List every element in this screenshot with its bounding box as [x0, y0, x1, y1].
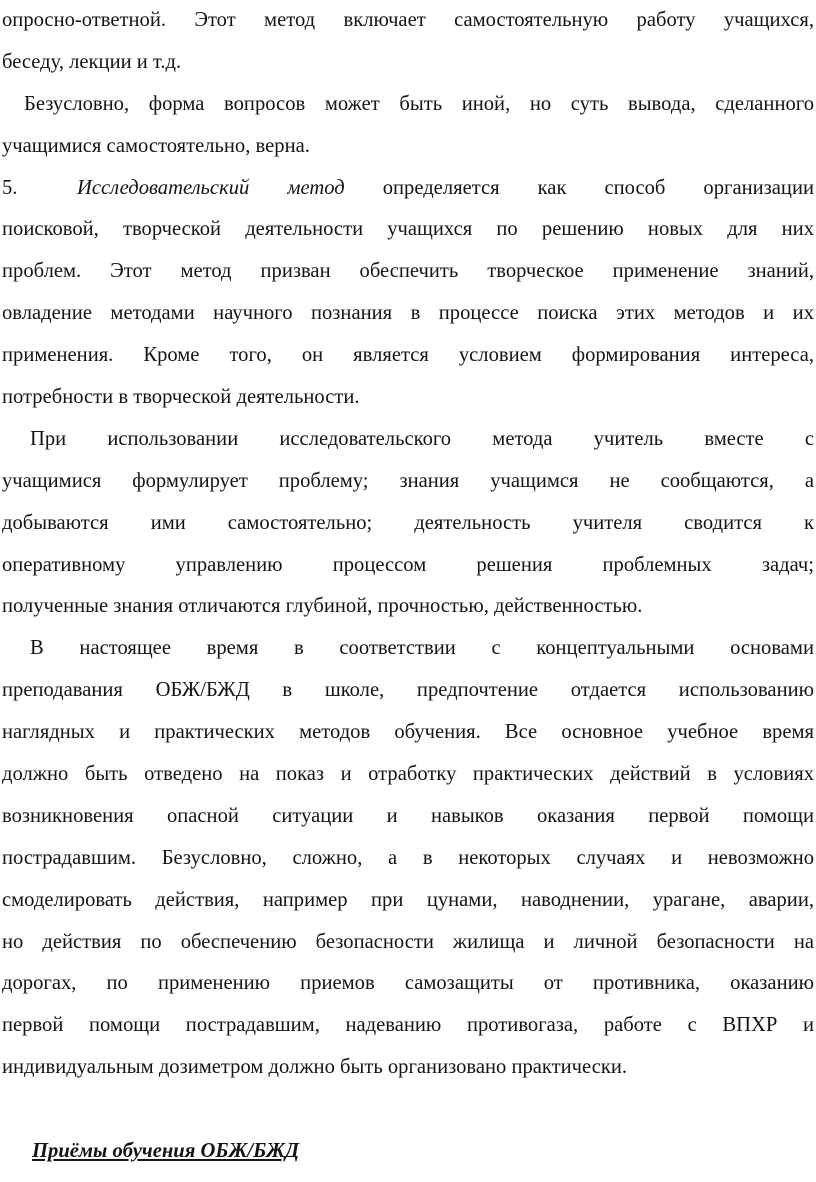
section-heading: [2, 1131, 814, 1173]
text-line: добываются ими самостоятельно; деятельность учителя сводится к: [2, 511, 814, 534]
text-line: должно быть отведено на показ и отработку практических действий в условиях: [2, 763, 814, 786]
text-line: проблем. Этот метод призван обеспечить творческое применение знаний,: [2, 260, 814, 283]
text-fragment: определяется как способ организации: [382, 176, 814, 199]
text-line: пострадавшим. Безусловно, сложно, а в некоторых случаях и невозможно: [2, 846, 814, 869]
text-line: беседу, лекции и т.д.: [2, 50, 182, 73]
text-line: полученные знания отличаются глубиной, прочностью, действенностью.: [2, 595, 643, 618]
text-line: возникновения опасной ситуации и навыков оказания первой помощи: [2, 804, 814, 827]
text-line: При использовании исследовательского метода учитель вместе с: [30, 427, 814, 450]
text-line: смоделировать действия, например при цунами, наводнении, урагане, аварии,: [2, 888, 814, 911]
text-line: но действия по обеспечению безопасности жилища и личной безопасности на: [2, 930, 814, 953]
text-line: индивидуальным дозиметром должно быть организовано практически.: [2, 1056, 628, 1079]
text-line: потребности в творческой деятельности.: [2, 386, 360, 409]
text-line: дорогах, по применению приемов самозащиты от противника, оказанию: [2, 972, 814, 995]
text-line: преподавания ОБЖ/БЖД в школе, предпочтение отдается использованию: [2, 679, 814, 702]
spacer: [2, 1089, 814, 1131]
text-line: Безусловно, форма вопросов может быть иной, но суть вывода, сделанного: [24, 92, 814, 115]
text-line: В настоящее время в соответствии с концептуальными основами: [30, 637, 814, 660]
item-number: 5.: [2, 176, 18, 199]
method-term: Исследовательский метод: [77, 176, 345, 199]
text-line: учащимися самостоятельно, верна.: [2, 134, 310, 157]
text-line: овладение методами научного познания в процессе поиска этих методов и их: [2, 302, 814, 325]
text-line: первой помощи пострадавшим, надеванию противогаза, работе с ВПХР и: [2, 1014, 814, 1037]
section-heading-text: Приёмы обучения ОБЖ/БЖД: [32, 1140, 300, 1163]
text-line: применения. Кроме того, он является условием формирования интереса,: [2, 344, 814, 367]
text-line: поисковой, творческой деятельности учащихся по решению новых для них: [2, 218, 814, 241]
text-line: оперативному управлению процессом решения проблемных задач;: [2, 553, 814, 576]
text-line: учащимися формулирует проблему; знания учащимся не сообщаются, а: [2, 469, 814, 492]
numbered-item-first-line: [2, 168, 814, 210]
text-line: наглядных и практических методов обучения. Все основное учебное время: [2, 721, 814, 744]
text-line: опросно-ответной. Этот метод включает самостоятельную работу учащихся,: [2, 9, 814, 31]
